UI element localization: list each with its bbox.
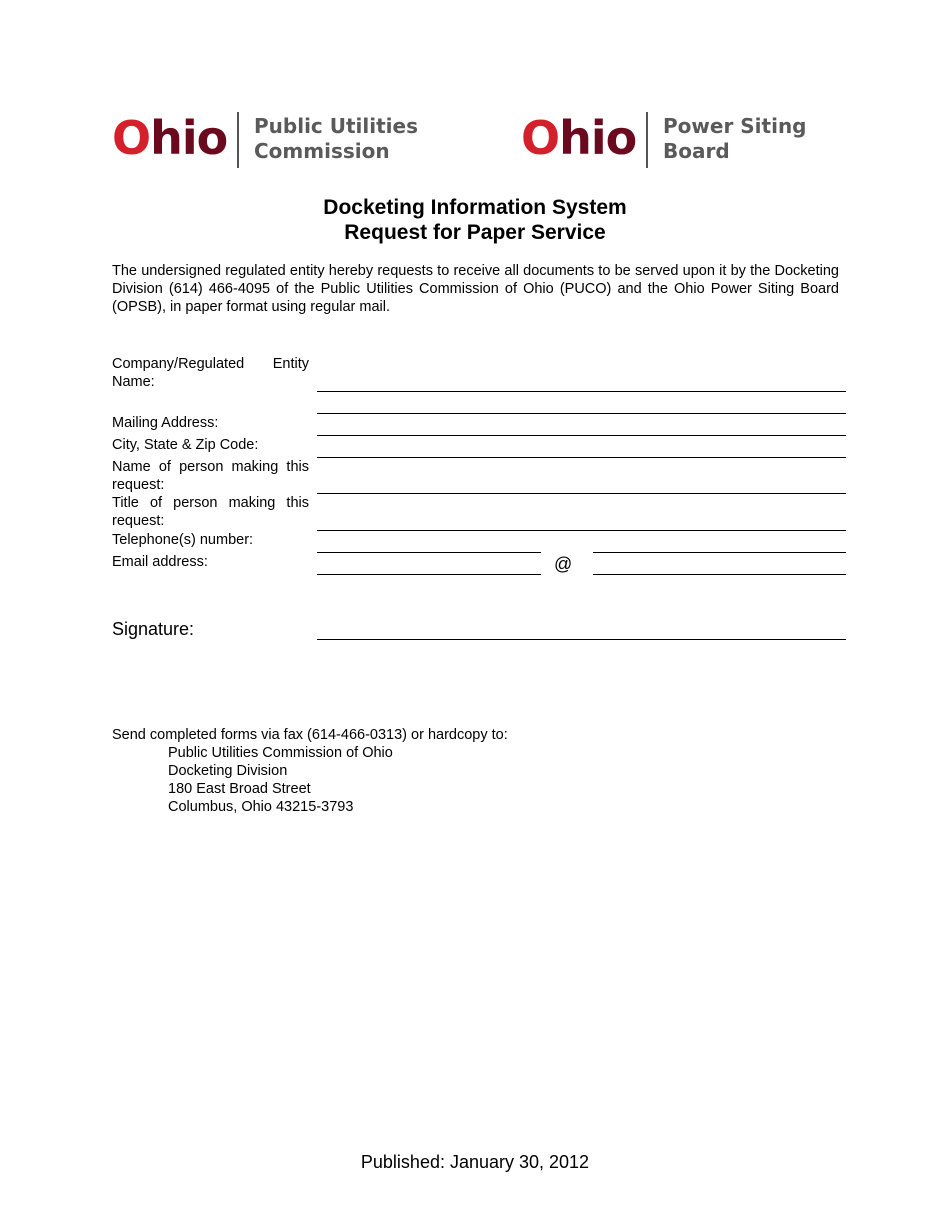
mailing-address-field[interactable] [317, 435, 846, 436]
opsb-logo [521, 110, 821, 170]
puco-logo-o-letter: O [112, 111, 151, 165]
requester-title-label [112, 494, 309, 530]
address-line: Public Utilities Commission of Ohio [168, 745, 393, 761]
opsb-logo-line2: Board [663, 139, 730, 163]
requester-title-label-line1: Title of person making this [112, 495, 309, 511]
puco-logo-line1: Public Utilities [254, 114, 418, 138]
company-name-label-line1: Company/Regulated Entity [112, 356, 309, 372]
intro-paragraph: The undersigned regulated entity hereby requests to receive all documents to be served upon it by the Docketing Division (614) 466-4095 of the Public Utilities Commission of Ohio (PUCO) and the Ohio Power Siting Board (OPSB), in paper format using regular mail. [112, 263, 839, 315]
email-at-sign: @ [554, 554, 573, 574]
requester-name-label-line2: request: [112, 477, 165, 493]
city-state-zip-field[interactable] [317, 457, 846, 458]
opsb-logo-hio-letters: hio [559, 111, 637, 165]
opsb-logo-line1: Power Siting [663, 114, 807, 138]
company-name-field-2[interactable] [317, 413, 846, 414]
city-state-zip-label: City, State & Zip Code: [112, 437, 259, 453]
mailing-address-label: Mailing Address: [112, 415, 219, 431]
requester-name-label-line1: Name of person making this [112, 459, 309, 475]
company-name-label-line2: Name: [112, 374, 155, 390]
send-instructions: Send completed forms via fax (614-466-0313) or hardcopy to: [112, 727, 508, 743]
document-title-line1: Docketing Information System [323, 196, 627, 219]
company-name-field[interactable] [317, 391, 846, 392]
company-name-label [112, 355, 309, 391]
signature-label: Signature: [112, 619, 195, 639]
puco-logo-divider [237, 112, 239, 168]
address-line: 180 East Broad Street [168, 781, 311, 797]
requester-name-field[interactable] [317, 493, 846, 494]
published-date: Published: January 30, 2012 [360, 1152, 590, 1172]
email-domain-field[interactable] [593, 574, 846, 575]
requester-title-field[interactable] [317, 530, 846, 531]
email-label: Email address: [112, 554, 208, 570]
opsb-logo-o-letter: O [521, 111, 560, 165]
requester-title-label-line2: request: [112, 513, 165, 529]
telephone-field-2[interactable] [593, 552, 846, 553]
puco-logo-text [254, 114, 418, 164]
puco-logo [112, 110, 418, 170]
puco-logo-line2: Commission [254, 139, 390, 163]
opsb-logo-ohio-mark [521, 110, 636, 166]
email-username-field[interactable] [317, 574, 541, 575]
requester-name-label [112, 458, 309, 494]
address-line: Columbus, Ohio 43215-3793 [168, 799, 354, 815]
document-title-line2: Request for Paper Service [344, 221, 606, 244]
opsb-logo-text [663, 114, 807, 164]
telephone-label: Telephone(s) number: [112, 532, 254, 548]
telephone-field-1[interactable] [317, 552, 541, 553]
puco-logo-ohio-mark [112, 110, 227, 166]
puco-logo-hio-letters: hio [150, 111, 228, 165]
opsb-logo-divider [646, 112, 648, 168]
address-line: Docketing Division [168, 763, 288, 779]
signature-field[interactable] [317, 639, 846, 640]
